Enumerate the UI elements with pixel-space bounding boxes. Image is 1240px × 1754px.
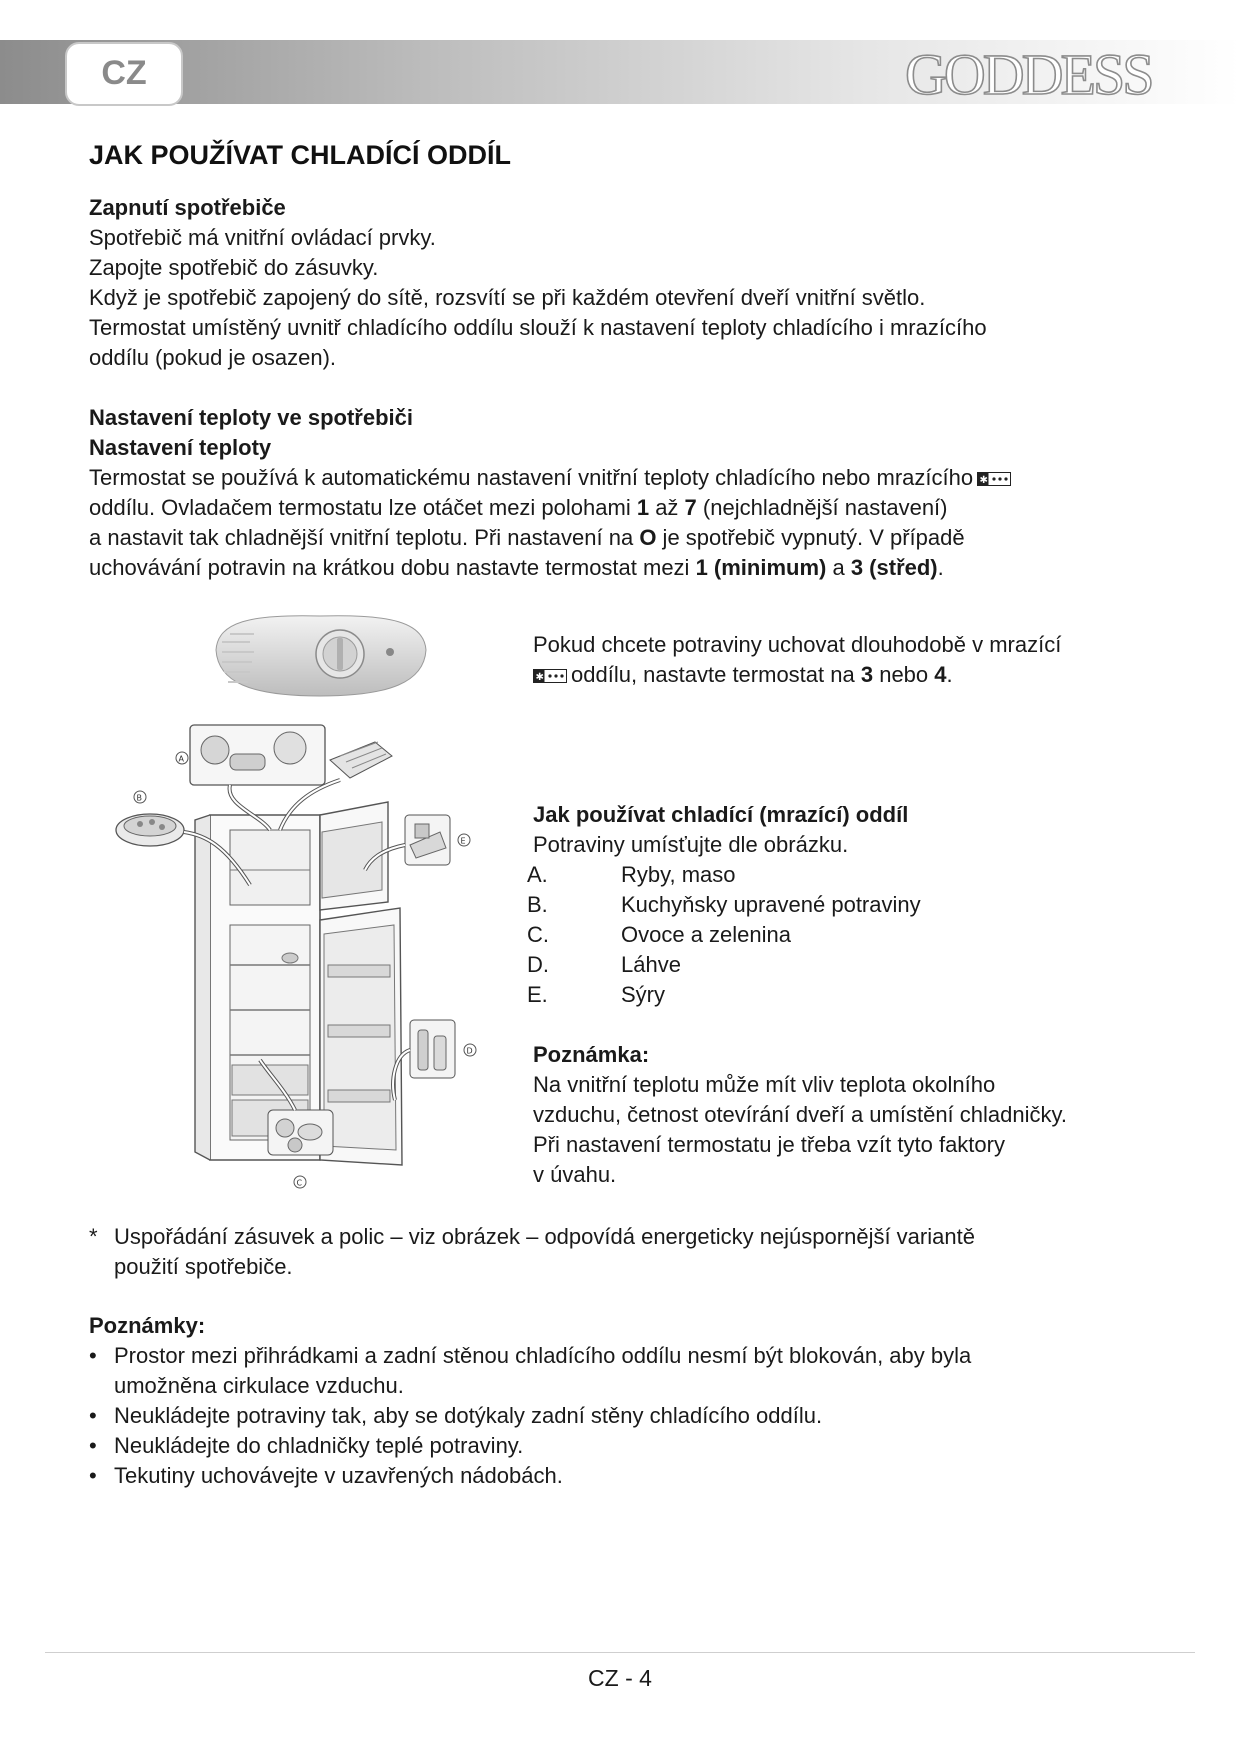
list-item: umožněna cirkulace vzduchu. [114,1373,404,1398]
text-line: Pokud chcete potraviny uchovat dlouhodobě v mrazící [533,632,1062,657]
list-item: E. Sýry [527,982,665,1007]
label-e: E [460,836,466,846]
section-heading: Poznámka: [533,1042,650,1067]
text-line: Potraviny umísťujte dle obrázku. [533,832,849,857]
list-item: • Neukládejte potraviny tak, aby se dotýkaly zadní stěny chladícího oddílu. [89,1403,823,1428]
freezer-tip [533,630,1173,690]
page-title: JAK POUŽÍVAT CHLADÍCÍ ODDÍL [89,140,511,170]
usage-list [527,860,1167,1010]
list-item: C. Ovoce a zelenina [527,922,791,947]
fridge-illustration [110,720,490,1190]
brand-logo [905,44,1205,114]
brand-text: GODDESS [905,44,1152,107]
text-line: Když je spotřebič zapojený do sítě, rozsvítí se při každém otevření dveří vnitřní světlo. [89,285,926,310]
asterisk-note: * Uspořádání zásuvek a polic – viz obrázek – odpovídá energeticky nejúspornější variantě použití spotřebiče. [89,1224,975,1279]
text-line: oddílu. Ovladačem termostatu lze otáčet mezi polohami 1 až 7 (nejchladnější nastavení) [89,495,948,520]
text-line: Termostat se používá k automatickému nastavení vnitřní teploty chladícího nebo mrazícího ✱ [89,463,1169,493]
footer-divider [45,1652,1195,1653]
section-heading: Zapnutí spotřebiče [89,195,286,220]
list-item: B. Kuchyňsky upravené potraviny [527,892,921,917]
text-line: a nastavit tak chladnější vnitřní teplotu. Při nastavení na O je spotřebič vypnutý. V případě [89,525,965,550]
text-line: Termostat umístěný uvnitř chladícího oddílu slouží k nastavení teploty chladícího i mrazícího [89,315,987,340]
section-power-on [89,193,1169,373]
usage-section [533,800,1173,860]
text-line: vzduchu, četnost otevírání dveří a umístění chladničky. [533,1102,1067,1127]
section-heading: Jak používat chladící (mrazící) oddíl [533,802,909,827]
label-a: A [178,754,184,764]
list-item: A. Ryby, maso [527,862,736,887]
label-b: B [136,793,142,803]
svg-text:✱: ✱ [979,475,989,487]
text-line: Při nastavení termostatu je třeba vzít tyto faktory [533,1132,1005,1157]
svg-text:✱: ✱ [535,672,544,684]
thermostat-illustration [210,612,430,702]
page-number: CZ - 4 [588,1665,652,1691]
text-line: oddílu (pokud je osazen). [89,345,337,370]
list-item: • Prostor mezi přihrádkami a zadní stěnou chladícího oddílu nesmí být blokován, aby byla [89,1343,972,1368]
section-heading: Poznámky: [89,1313,206,1338]
text-line: v úvahu. [533,1162,617,1187]
list-item: • Tekutiny uchovávejte v uzavřených nádobách. [89,1463,563,1488]
section-subheading: Nastavení teploty [89,435,272,460]
freezer-star-icon [977,472,1011,486]
text-line: ✱ oddílu, nastavte termostat na 3 nebo 4. [533,660,1173,690]
section-heading: Nastavení teploty ve spotřebiči [89,405,413,430]
text-line: Na vnitřní teplotu může mít vliv teplota okolního [533,1072,996,1097]
section-temperature [89,403,1169,583]
text-line: Zapojte spotřebič do zásuvky. [89,255,379,280]
label-c: C [296,1178,303,1188]
freezer-star-icon [533,669,567,683]
list-item: D. Láhve [527,952,681,977]
list-item: • Neukládejte do chladničky teplé potraviny. [89,1433,524,1458]
label-d: D [466,1046,473,1056]
text-line: uchovávání potravin na krátkou dobu nastavte termostat mezi 1 (minimum) a 3 (střed). [89,555,944,580]
note-section [533,1040,1193,1190]
language-tab: CZ [65,42,183,106]
notes-section [89,1311,1189,1491]
text-line: Spotřebič má vnitřní ovládací prvky. [89,225,436,250]
